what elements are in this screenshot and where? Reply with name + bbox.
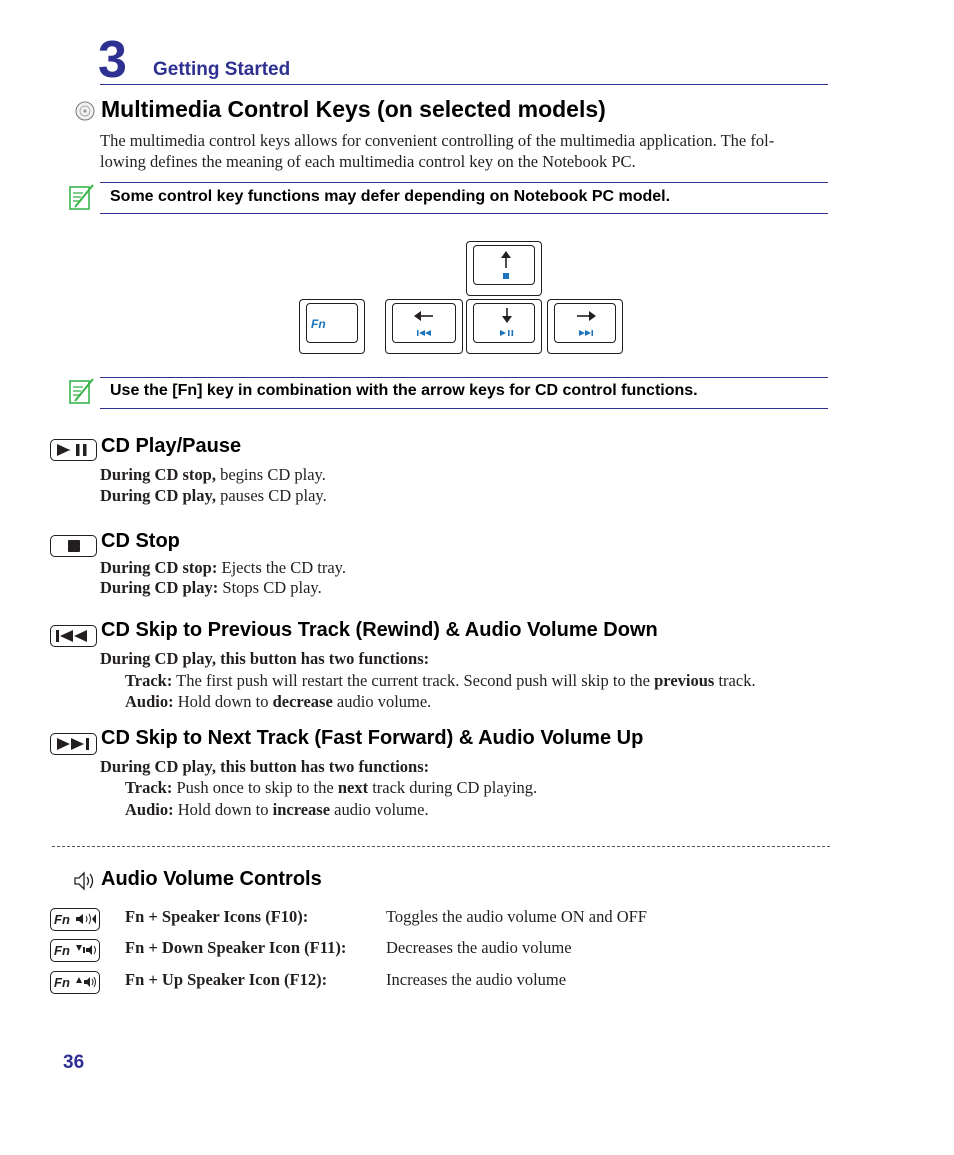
fn-f10-key: Fn xyxy=(50,908,100,931)
next-badge xyxy=(50,733,97,755)
stop-line-1: During CD stop: Ejects the CD tray. xyxy=(100,558,346,577)
note-rule-top xyxy=(100,182,828,183)
section-intro: The multimedia control keys allows for convenient controlling of the multimedia application. The fol- lowing defines the meaning of each multimedia control key on the Notebook PC. xyxy=(100,131,775,171)
chapter-title: Getting Started xyxy=(153,59,291,80)
previous-arrow-icon xyxy=(411,308,441,338)
play-pause-line-2: During CD play, pauses CD play. xyxy=(100,486,327,505)
stop-line-2: During CD play: Stops CD play. xyxy=(100,578,322,597)
right-arrow-key xyxy=(547,299,623,354)
audio-desc-f11: Decreases the audio volume xyxy=(386,938,572,957)
fn-f11-key: Fn xyxy=(50,939,100,962)
previous-audio: Audio: Hold down to decrease audio volume. xyxy=(125,692,432,711)
volume-up-icon xyxy=(75,975,97,989)
note-rule-bottom xyxy=(100,408,828,409)
note-rule-top xyxy=(100,377,828,378)
left-arrow-key xyxy=(385,299,463,354)
volume-down-icon xyxy=(75,943,97,957)
section-title: Multimedia Control Keys (on selected models) xyxy=(101,96,606,122)
up-arrow-key xyxy=(466,241,542,296)
previous-track: Track: The first push will restart the current track. Second push will skip to the previous track. xyxy=(125,671,756,690)
stop-icon xyxy=(51,536,96,556)
next-title: CD Skip to Next Track (Fast Forward) & Audio Volume Up xyxy=(101,727,644,749)
previous-badge xyxy=(50,625,97,647)
note-text: Use the [Fn] key in combination with the arrow keys for CD control functions. xyxy=(110,382,698,399)
previous-title: CD Skip to Previous Track (Rewind) & Audio Volume Down xyxy=(101,619,658,641)
next-intro: During CD play, this button has two functions: xyxy=(100,757,430,776)
note-text: Some control key functions may defer depending on Notebook PC model. xyxy=(110,188,671,205)
play-pause-title: CD Play/Pause xyxy=(101,435,242,457)
fn-key-label: Fn xyxy=(311,317,326,331)
play-pause-arrow-icon xyxy=(494,306,520,338)
chapter-rule xyxy=(100,84,828,85)
stop-badge xyxy=(50,535,97,557)
fn-key xyxy=(299,299,365,354)
down-arrow-key xyxy=(466,299,542,354)
play-pause-icon xyxy=(51,440,96,460)
speaker-toggle-icon xyxy=(75,912,97,926)
next-arrow-icon xyxy=(571,308,601,338)
stop-arrow-icon xyxy=(496,250,516,282)
stop-title: CD Stop xyxy=(101,530,180,552)
audio-combo-f10: Fn + Speaker Icons (F10): xyxy=(125,907,309,926)
audio-combo-f12: Fn + Up Speaker Icon (F12): xyxy=(125,970,328,989)
audio-desc-f10: Toggles the audio volume ON and OFF xyxy=(386,907,647,926)
note-icon xyxy=(69,377,95,405)
fn-f12-key: Fn xyxy=(50,971,100,994)
rewind-icon xyxy=(51,626,96,646)
section-divider xyxy=(52,846,830,847)
audio-combo-f11: Fn + Down Speaker Icon (F11): xyxy=(125,938,347,957)
previous-intro: During CD play, this button has two functions: xyxy=(100,649,430,668)
fast-forward-icon xyxy=(51,734,96,754)
cd-bullet-icon xyxy=(75,101,95,121)
speaker-icon xyxy=(73,870,97,892)
chapter-number: 3 xyxy=(98,31,127,89)
page-number: 36 xyxy=(63,1052,85,1073)
next-audio: Audio: Hold down to increase audio volume. xyxy=(125,800,429,819)
play-pause-line-1: During CD stop, begins CD play. xyxy=(100,465,326,484)
audio-title: Audio Volume Controls xyxy=(101,868,322,890)
note-rule-bottom xyxy=(100,213,828,214)
audio-desc-f12: Increases the audio volume xyxy=(386,970,567,989)
play-pause-badge xyxy=(50,439,97,461)
note-icon xyxy=(69,183,95,211)
next-track: Track: Push once to skip to the next track during CD playing. xyxy=(125,778,538,797)
